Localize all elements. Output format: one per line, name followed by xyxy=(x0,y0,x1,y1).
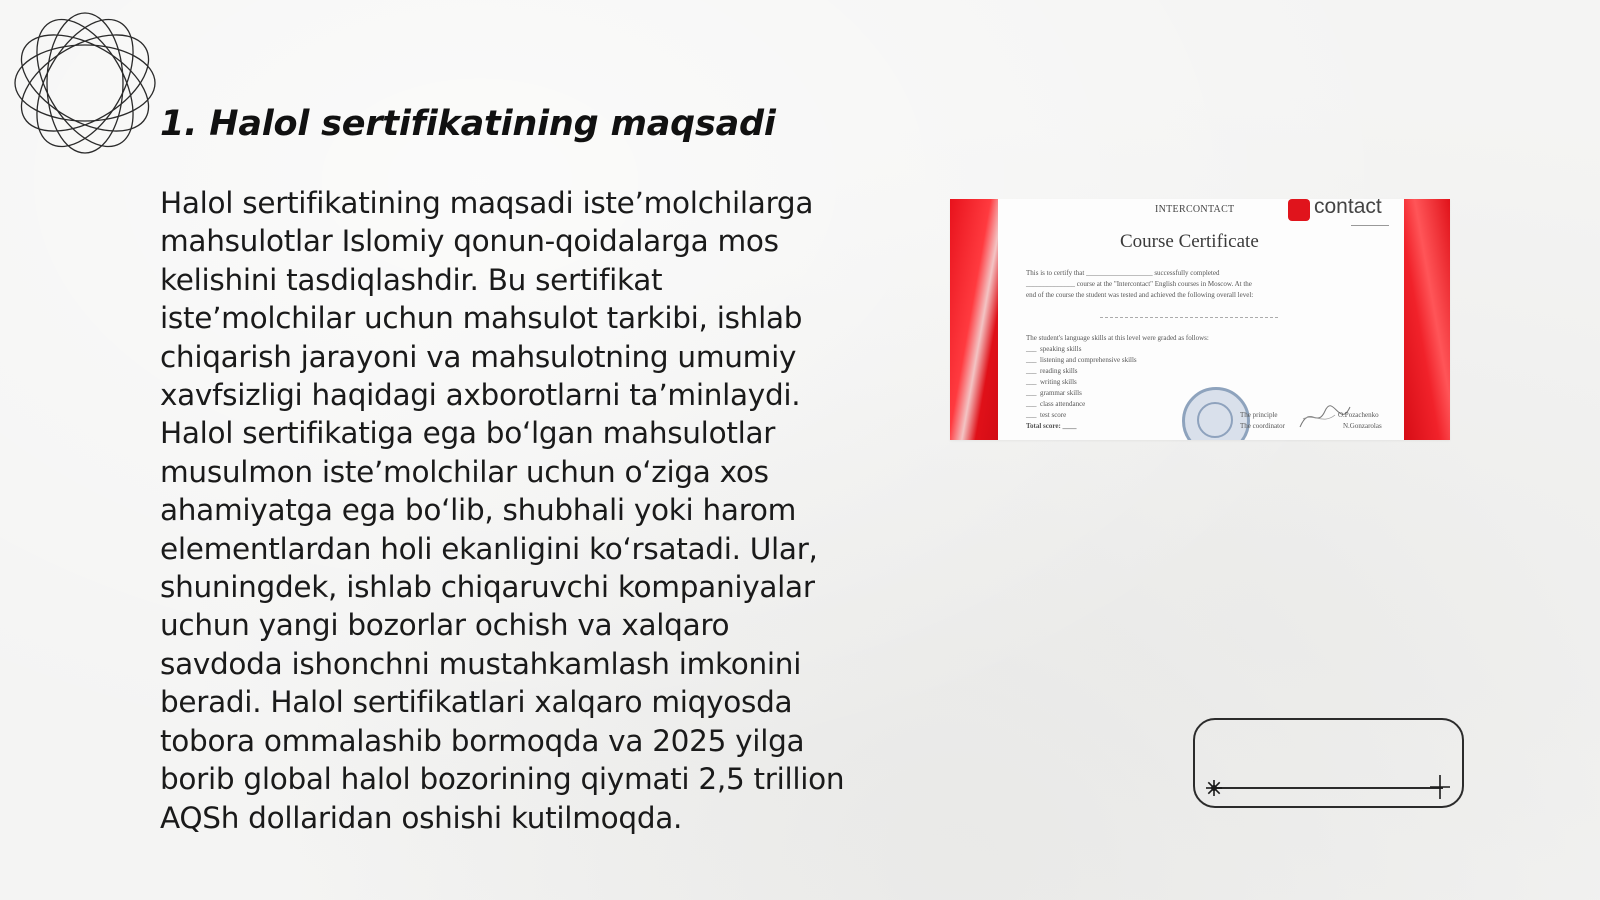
certificate-skill: ___ speaking skills xyxy=(1026,345,1082,353)
sparkle-icon xyxy=(1428,775,1452,799)
certificate-brand-underline xyxy=(1351,225,1389,226)
certificate-skill: ___ reading skills xyxy=(1026,367,1078,375)
decorative-rounded-frame xyxy=(1193,718,1464,808)
certificate-line-1: This is to certify that ___________________ successfully completed xyxy=(1026,269,1220,277)
certificate-org: INTERCONTACT xyxy=(1155,204,1235,215)
certificate-skill: ___ test score xyxy=(1026,411,1067,419)
certificate-title: Course Certificate xyxy=(1120,231,1259,252)
certificate-coordinator-name: N.Gonzarolas xyxy=(1343,422,1382,430)
slide-title: 1. Halol sertifikatining maqsadi xyxy=(160,104,776,144)
certificate-skill: ___ writing skills xyxy=(1026,378,1077,386)
certificate-left-band xyxy=(950,199,998,440)
certificate-level-line xyxy=(1100,317,1280,318)
starburst-icon xyxy=(1205,779,1223,797)
certificate-coordinator: The coordinator xyxy=(1240,422,1285,430)
certificate-total: Total score: ____ xyxy=(1026,422,1077,430)
certificate-skills-intro: The student's language skills at this level were graded as follows: xyxy=(1026,334,1209,342)
decorative-line xyxy=(1213,787,1443,789)
certificate-skill: ___ class attendance xyxy=(1026,400,1086,408)
certificate-line-2: ______________ course at the "Intercontact" English courses in Moscow. At the xyxy=(1026,280,1252,288)
certificate-skill: ___ listening and comprehensive skills xyxy=(1026,356,1137,364)
certificate-logo-icon xyxy=(1288,199,1310,221)
certificate-right-band xyxy=(1404,199,1450,440)
orbit-rings-icon xyxy=(10,8,160,158)
certificate-image xyxy=(950,199,1450,440)
certificate-principal-name: O.Pozachenko xyxy=(1338,411,1379,419)
certificate-brand: contact xyxy=(1314,199,1382,218)
certificate-line-3: end of the course the student was tested and achieved the following overall level: xyxy=(1026,291,1254,299)
certificate-principal: The principle xyxy=(1240,411,1278,419)
slide-body-text: Halol sertifikatining maqsadi iste’molchilarga mahsulotlar Islomiy qonun-qoidalarga mos kelishini tasdiqlashdir. Bu sertifikat iste’molchilar uchun mahsulot tarkibi, ishlab chiqarish jarayoni va mahsulotning umumiy xavfsizligi haqidagi axborotlarni ta’minlaydi. Halol sertifikatiga ega bo‘lgan mahsulotlar musulmon iste’molchilar uchun o‘ziga xos ahamiyatga ega bo‘lib, shubhali yoki harom elementlardan holi ekanligini ko‘rsatadi. Ular, shuningdek, ishlab chiqaruvchi kompaniyalar uchun yangi bozorlar ochish va xalqaro savdoda ishonchni mustahkamlash imkonini beradi. Halol sertifikatlari xalqaro miqyosda tobora ommalashib bormoqda va 2025 yilga borib global halol bozorining qiymati 2,5 trillion AQSh dollaridan oshishi kutilmoqda. xyxy=(160,186,845,835)
certificate-skill: ___ grammar skills xyxy=(1026,389,1082,397)
